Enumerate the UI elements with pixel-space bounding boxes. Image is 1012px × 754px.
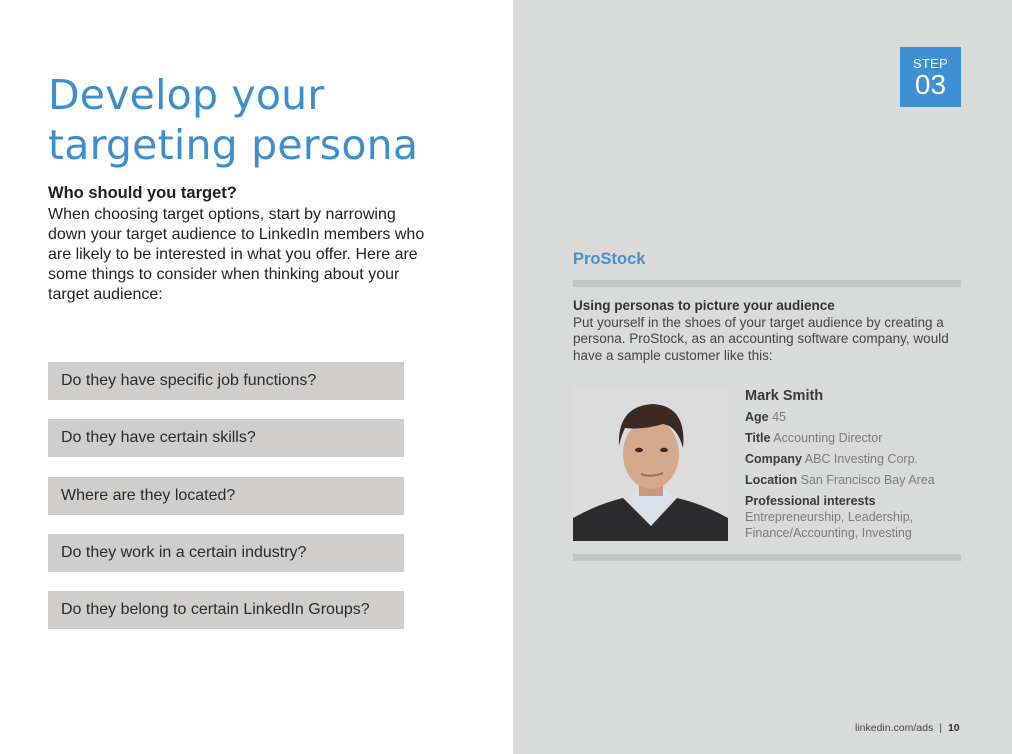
intro-paragraph: When choosing target options, start by narrowing down your target audience to LinkedIn members who are likely to be interested in what you offer. Here are some things to consider when thinking about your target audience: [48,206,425,303]
persona-intro [573,298,963,364]
persona-field-title [745,430,965,446]
field-key: Company [745,452,802,466]
footer-separator: | [939,722,942,734]
persona-field-age [745,409,965,425]
field-key: Location [745,473,798,487]
page-footer [855,722,960,734]
title-line-2: targeting persona [48,121,419,169]
page-title [48,70,418,170]
page-number: 10 [947,722,960,734]
persona-interests [745,493,965,541]
field-value: 45 [772,410,787,424]
footer-url[interactable]: linkedin.com/ads [855,722,934,734]
step-label: STEP [912,56,949,71]
question-item: Where are they located? [48,477,404,515]
question-item: Do they have specific job functions? [48,362,404,400]
field-key: Title [745,431,771,445]
persona-body: Put yourself in the shoes of your target audience by creating a persona. ProStock, as an accounting software company, would have a sample customer like this: [573,314,949,363]
step-number: 03 [914,69,947,100]
field-value: San Francisco Bay Area [800,473,935,487]
title-line-1: Develop your [48,71,325,119]
persona-photo [573,386,728,541]
field-key: Age [745,410,769,424]
section-subhead: Who should you target? [48,184,237,202]
question-item: Do they have certain skills? [48,419,404,457]
interests-label: Professional interests [745,494,876,508]
persona-details [745,388,965,541]
company-name: ProStock [573,250,646,268]
interests-value: Entrepreneurship, Leadership, Finance/Accounting, Investing [745,510,914,540]
question-item: Do they work in a certain industry? [48,534,404,572]
step-badge [900,47,961,107]
right-page [513,0,1012,754]
question-item: Do they belong to certain LinkedIn Groups? [48,591,404,629]
persona-field-company [745,451,965,467]
persona-name: Mark Smith [745,388,824,404]
person-portrait-icon [573,386,728,541]
persona-field-location [745,472,965,488]
divider-top [573,280,961,287]
persona-heading: Using personas to picture your audience [573,298,835,313]
divider-bottom [573,554,961,561]
question-list [48,362,404,648]
field-value: Accounting Director [773,431,883,445]
field-value: ABC Investing Corp. [804,452,918,466]
